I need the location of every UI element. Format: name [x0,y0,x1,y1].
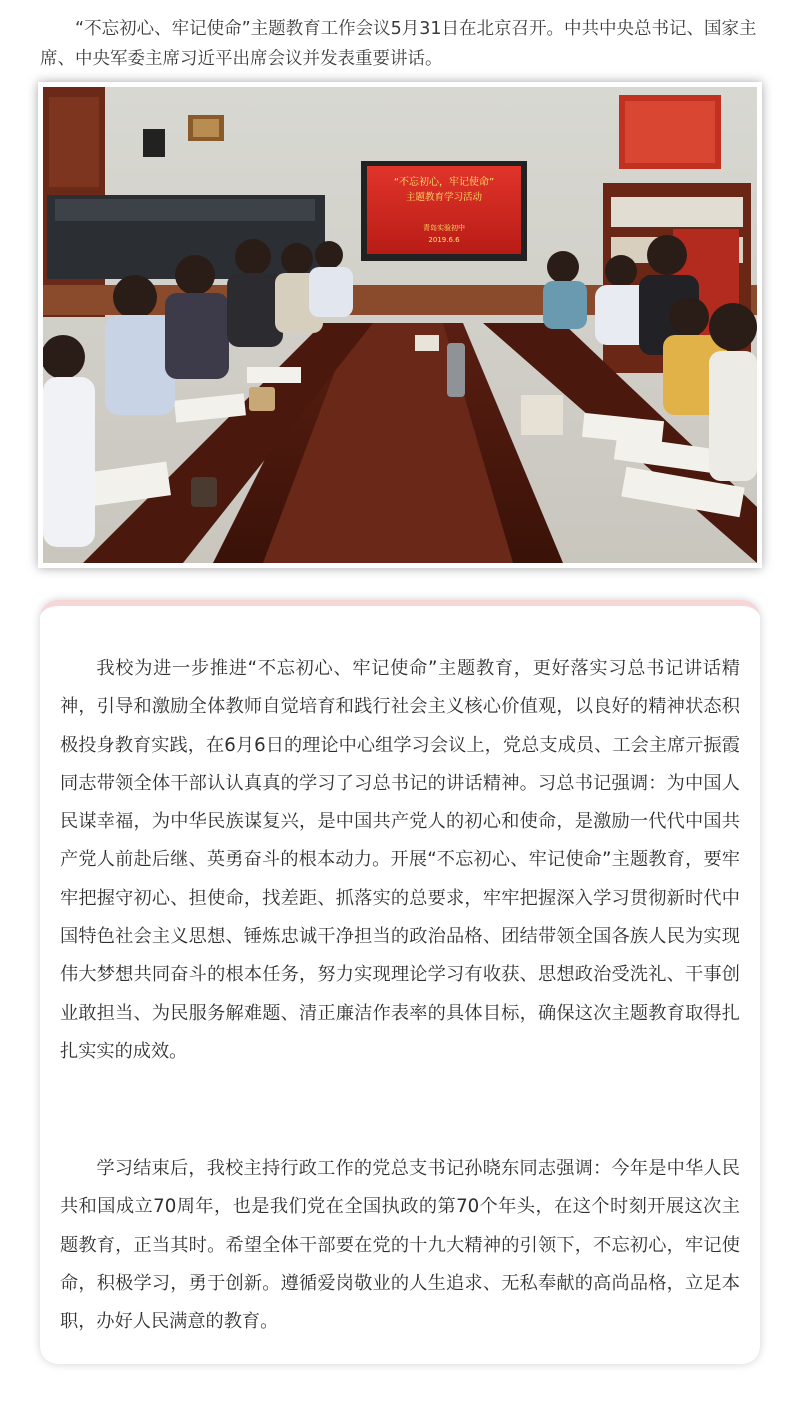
meeting-photo-frame [38,82,762,568]
meeting-photo [43,87,757,563]
intro-paragraph: “不忘初心、牢记使命”主题教育工作会议5月31日在北京召开。中共中央总书记、国家主席、中央军委主席习近平出席会议并发表重要讲话。 [40,19,757,69]
tv-school: 青岛实验初中 [423,224,465,232]
tv-date: 2019.6.6 [428,236,460,244]
tv-title: “不忘初心，牢记使命” [393,177,495,188]
tv-subtitle: 主题教育学习活动 [405,192,483,203]
article-card [40,600,760,1364]
article-paragraph: 学习结束后，我校主持行政工作的党总支书记孙晓东同志强调：今年是中华人民共和国成立70周年，也是我们党在全国执政的第70个年头，在这个时刻开展这次主题教育，正当其时。希望全体干部要在党的十九大精神的引领下，不忘初心，牢记使命，积极学习，勇于创新。遵循爱岗敬业的人生追求、无私奉献的高尚品格，立足本职，办好人民满意的教育。 [60,1158,740,1333]
article-paragraph: 我校为进一步推进“不忘初心、牢记使命”主题教育，更好落实习总书记讲话精神，引导和激励全体教师自觉培育和践行社会主义核心价值观，以良好的精神状态积极投身教育实践，在6月6日的理论中心组学习会议上，党总支成员、工会主席亓振霞同志带领全体干部认认真真的学习了习总书记的讲话精神。习总书记强调：为中国人民谋幸福，为中华民族谋复兴，是中国共产党人的初心和使命，是激励一代代中国共产党人前赴后继、英勇奋斗的根本动力。开展“不忘初心、牢记使命”主题教育，要牢牢把握守初心、担使命，找差距、抓落实的总要求，牢牢把握深入学习贯彻新时代中国特色社会主义思想、锤炼忠诚干净担当的政治品格、团结带领全国各族人民为实现伟大梦想共同奋斗的根本任务，努力实现理论学习有收获、思想政治受洗礼、干事创业敢担当、为民服务解难题、清正廉洁作表率的具体目标，确保这次主题教育取得扎扎实实的成效。 [60,658,740,1062]
